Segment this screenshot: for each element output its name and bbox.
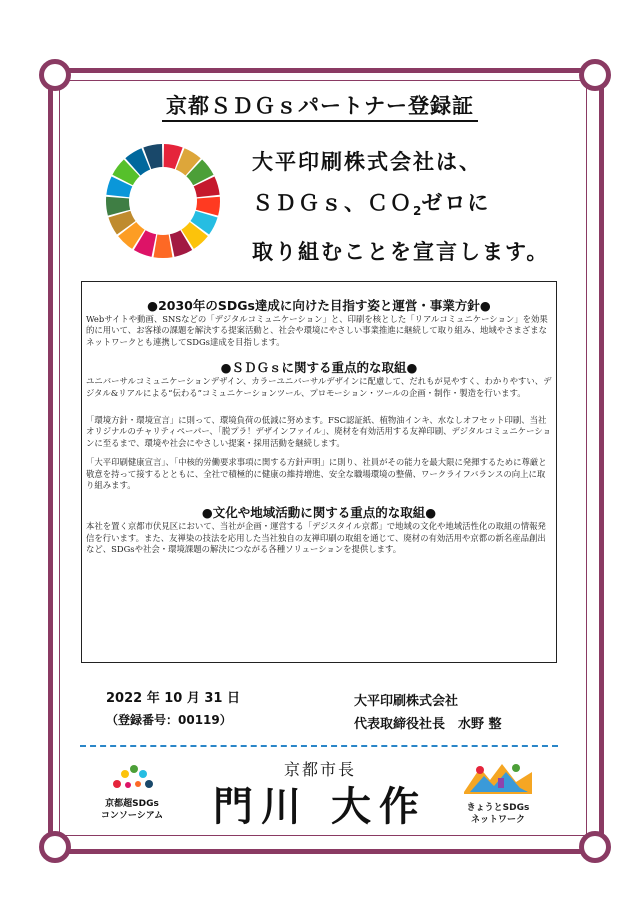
declaration-line-2: ＳＤＧｓ、ＣＯ$_2$ゼロに xyxy=(252,191,491,219)
mayor-signature: 門川 大作 xyxy=(213,783,427,830)
certificate-title xyxy=(0,90,640,120)
declaration-line-1: 大平印刷株式会社は、 xyxy=(252,150,482,174)
mayor-title: 京都市長 xyxy=(283,760,356,779)
section-heading-vision: ●2030年のSDGs達成に向けた目指す姿と運営・事業方針● xyxy=(147,298,491,313)
kyoto-sdgs-network-logo xyxy=(448,758,548,826)
commitments-box xyxy=(81,281,557,663)
network-name-line-2: ネットワーク xyxy=(470,815,525,825)
frame-corner-ornament xyxy=(579,831,611,863)
section-body-culture: 本社を置く京都市伏見区において、当社が企画・運営する「デジスタイル京都」で地域の文化や地域活性化の取組の情報発信を行います。また、友禅染の技法を応用した当社独自の友禅印刷の取組を通じて、廃材の有効活用や京都の新名産品創出など、SDGsや社会・環境課題の解決につながる各種ソリューションを提供します。 xyxy=(86,521,546,555)
section-heading-sdgs: ●ＳＤＧｓに関する重点的な取組● xyxy=(220,360,418,376)
sdgs-wheel-segment xyxy=(154,235,173,258)
network-logo-icon xyxy=(458,758,538,798)
consortium-name-line-2: コンソーシアム xyxy=(100,811,164,821)
company-name: 大平印刷株式会社 xyxy=(354,694,459,709)
title-text: 京都ＳＤＧｓパートナー登録証 xyxy=(162,94,478,122)
ceo-name: 代表取締役社長 水野 整 xyxy=(354,717,502,732)
consortium-name-line-1: 京都超SDGs xyxy=(105,799,159,809)
section-body-sdgs-3: 「大平印刷健康宣言」、「中核的労働要求事項に関する方針声明」に則り、社員がその能力を最大限に発揮するために尊厳と敬意を持って接するとともに、全社で積極的に健康の維持増進、安全な職場環境の整備、ワークライフバランスの向上に取り組みます。 xyxy=(86,457,547,491)
dashed-divider xyxy=(80,745,558,747)
frame-corner-ornament xyxy=(39,59,71,91)
frame-corner-ornament xyxy=(579,59,611,91)
section-body-sdgs-1: ユニバーサルコミュニケーションデザイン、カラーユニバーサルデザインに配慮して、だれもが見やすく、わかりやすい、デジタル&リアルによる“伝わる”コミュニケーションツール、プロモーション・ツールの企画・制作・製造を行います。 xyxy=(86,376,552,398)
section-body-vision: Webサイトや動画、SNSなどの「デジタルコミュニケーション」と、印刷を核とした「リアルコミュニケーション」を効果的に用いて、お客様の課題を解決する提案活動と、社会や環境にやさしい事業推進に継続して取り組み、地域やさまざまなネットワークとも連携してSDGs達成を目指します。 xyxy=(86,314,548,347)
section-body-sdgs-2: 「環境方針・環境宣言」に則って、環境負荷の低減に努めます。FSC認証紙、植物油インキ、水なしオフセット印刷、当社オリジナルのチャリティペーパー、「脱プラ！デザインファイル」、廃材を有効活用する友禅印刷、デジタルコミュニケーションに至るまで、環境や社会にやさしい提案・採用活動を継続します。 xyxy=(86,415,551,448)
network-name-line-1: きょうとSDGs xyxy=(466,803,530,813)
registration-number: （登録番号：00119） xyxy=(106,713,232,727)
frame-corner-ornament xyxy=(39,831,71,863)
sdgs-wheel-icon xyxy=(104,142,222,260)
declaration-line-3: 取り組むことを宣言します。 xyxy=(252,240,550,265)
declaration xyxy=(252,142,582,273)
section-heading-culture: ●文化や地域活動に関する重点的な取組● xyxy=(201,505,437,521)
issue-date: 2022 年 10 月 31 日 xyxy=(106,691,240,706)
